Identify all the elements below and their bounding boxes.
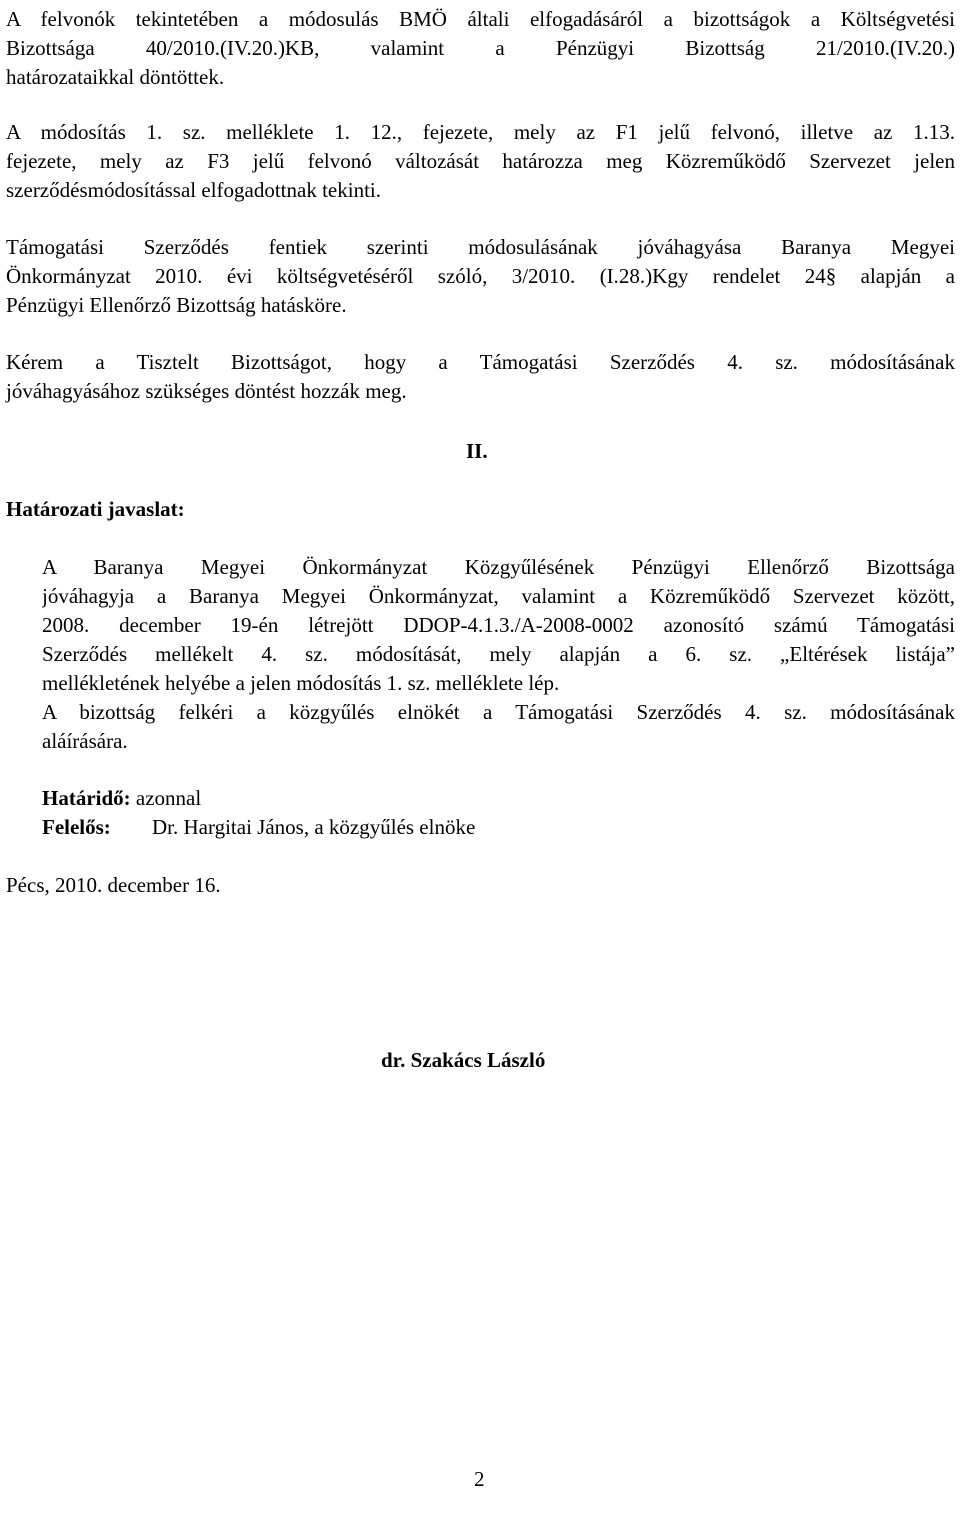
deadline-value: azonnal [130,786,202,810]
text-line: Támogatási Szerződés fentiek szerinti módosulásának jóváhagyása Baranya Megyei [6,235,955,259]
text-line [6,262,955,291]
text-segment: Önkormányzat 2010. évi költségvetéséről szóló, 3/2010. (I.28.)Kgy rendelet 24 [6,264,826,288]
section-sign: § [825,264,837,288]
text-line: Kérem a Tisztelt Bizottságot, hogy a Támogatási Szerződés 4. sz. módosításának [6,350,955,374]
text-line: fejezete, mely az F3 jelű felvonó változását határozza meg Közreműködő Szervezet jelen [6,149,955,173]
text-line: jóváhagyásához szükséges döntést hozzák meg. [6,379,407,403]
deadline-row [42,784,201,813]
text-line: mellékletének helyébe a jelen módosítás 1. sz. melléklete lép. [42,671,560,695]
resolution-body [42,553,955,756]
paragraph-approval-note [6,5,955,92]
text-line: A bizottság felkéri a közgyűlés elnökét a Támogatási Szerződés 4. sz. módosításának [42,700,955,724]
text-segment: alapján a [836,264,955,288]
text-line: határozataikkal döntöttek. [6,65,225,89]
text-line: Szerződés mellékelt 4. sz. módosítását, mely alapján a 6. sz. „Eltérések listája” [42,642,955,666]
responsible-label: Felelős: [42,815,111,839]
text-line: A módosítás 1. sz. melléklete 1. 12., fejezete, mely az F1 jelű felvonó, illetve az 1.13. [6,120,955,144]
deadline-label: Határidő: [42,786,131,810]
paragraph-authority [6,233,955,320]
text-line: 2008. december 19-én létrejött DDOP-4.1.3./A-2008-0002 azonosító számú Támogatási [42,613,955,637]
text-line: A Baranya Megyei Önkormányzat Közgyűlésének Pénzügyi Ellenőrző Bizottsága [42,555,955,579]
resolution-heading: Határozati javaslat: [6,497,185,521]
responsible-value: Dr. Hargitai János, a közgyűlés elnöke [152,815,476,839]
signatory-name: dr. Szakács László [381,1048,546,1072]
text-line: aláírására. [42,729,128,753]
page-number: 2 [474,1467,485,1491]
text-line: Bizottsága 40/2010.(IV.20.)KB, valamint a Pénzügyi Bizottság 21/2010.(IV.20.) [6,36,955,60]
text-line: Pénzügyi Ellenőrző Bizottság hatásköre. [6,293,347,317]
text-line: A felvonók tekintetében a módosulás BMÖ általi elfogadásáról a bizottságok a Költségvetési [6,7,955,31]
text-line: szerződésmódosítással elfogadottnak tekinti. [6,178,381,202]
place-date: Pécs, 2010. december 16. [6,873,221,897]
paragraph-request [6,348,955,406]
paragraph-modification [6,118,955,205]
resolution-number: II. [466,439,488,463]
text-line: jóváhagyja a Baranya Megyei Önkormányzat, valamint a Közreműködő Szervezet között, [42,584,955,608]
responsible-row [42,813,475,842]
